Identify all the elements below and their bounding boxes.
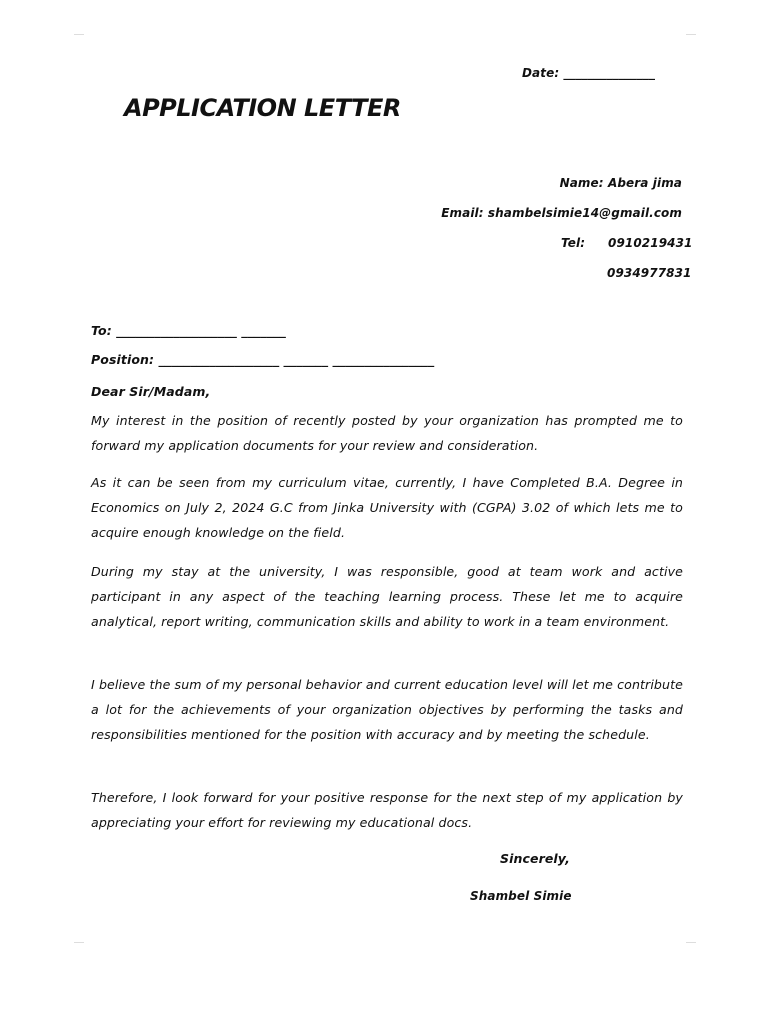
corner-mark xyxy=(686,34,696,35)
to-line: To: ___________________ _______ xyxy=(91,323,286,338)
tel-label: Tel: xyxy=(561,236,586,250)
phone-number-1: 0910219431 xyxy=(608,236,693,250)
corner-mark xyxy=(686,942,696,943)
paragraph-interest: My interest in the position of recently posted by your organization has prompted me to forward my application documents for your review and consideration. xyxy=(91,413,683,453)
sender-name: Name: Abera jima xyxy=(559,176,682,190)
position-line: Position: ___________________ _______ ________________ xyxy=(91,352,435,367)
phone-number-2: 0934977831 xyxy=(607,266,692,280)
paragraph-education: As it can be seen from my curriculum vitae, currently, I have Completed B.A. Degree in Economics on July 2, 2024 G.C from Jinka University with (CGPA) 3.02 of which lets me to acquire enough knowledge on the field. xyxy=(91,475,683,540)
salutation: Dear Sir/Madam, xyxy=(91,384,211,399)
date-line: Date: _______________ xyxy=(522,66,656,80)
sender-email: Email: shambelsimie14@gmail.com xyxy=(441,206,682,220)
paragraph-university: During my stay at the university, I was responsible, good at team work and active participant in any aspect of the teaching learning process. These let me to acquire analytical, report writing, communication skills and ability to work in a team environment. xyxy=(91,564,683,629)
corner-mark xyxy=(74,942,84,943)
paragraph-belief: I believe the sum of my personal behavior and current education level will let me contribute a lot for the achievements of your organization objectives by performing the tasks and responsibilities mentioned for the position with accuracy and by meeting the schedule. xyxy=(91,677,683,742)
letter-title: APPLICATION LETTER xyxy=(124,94,401,122)
paragraph-conclusion: Therefore, I look forward for your positive response for the next step of my application by appreciating your effort for reviewing my educational docs. xyxy=(91,790,683,830)
closing: Sincerely, xyxy=(500,851,570,866)
signature-name: Shambel Simie xyxy=(470,889,572,903)
corner-mark xyxy=(74,34,84,35)
